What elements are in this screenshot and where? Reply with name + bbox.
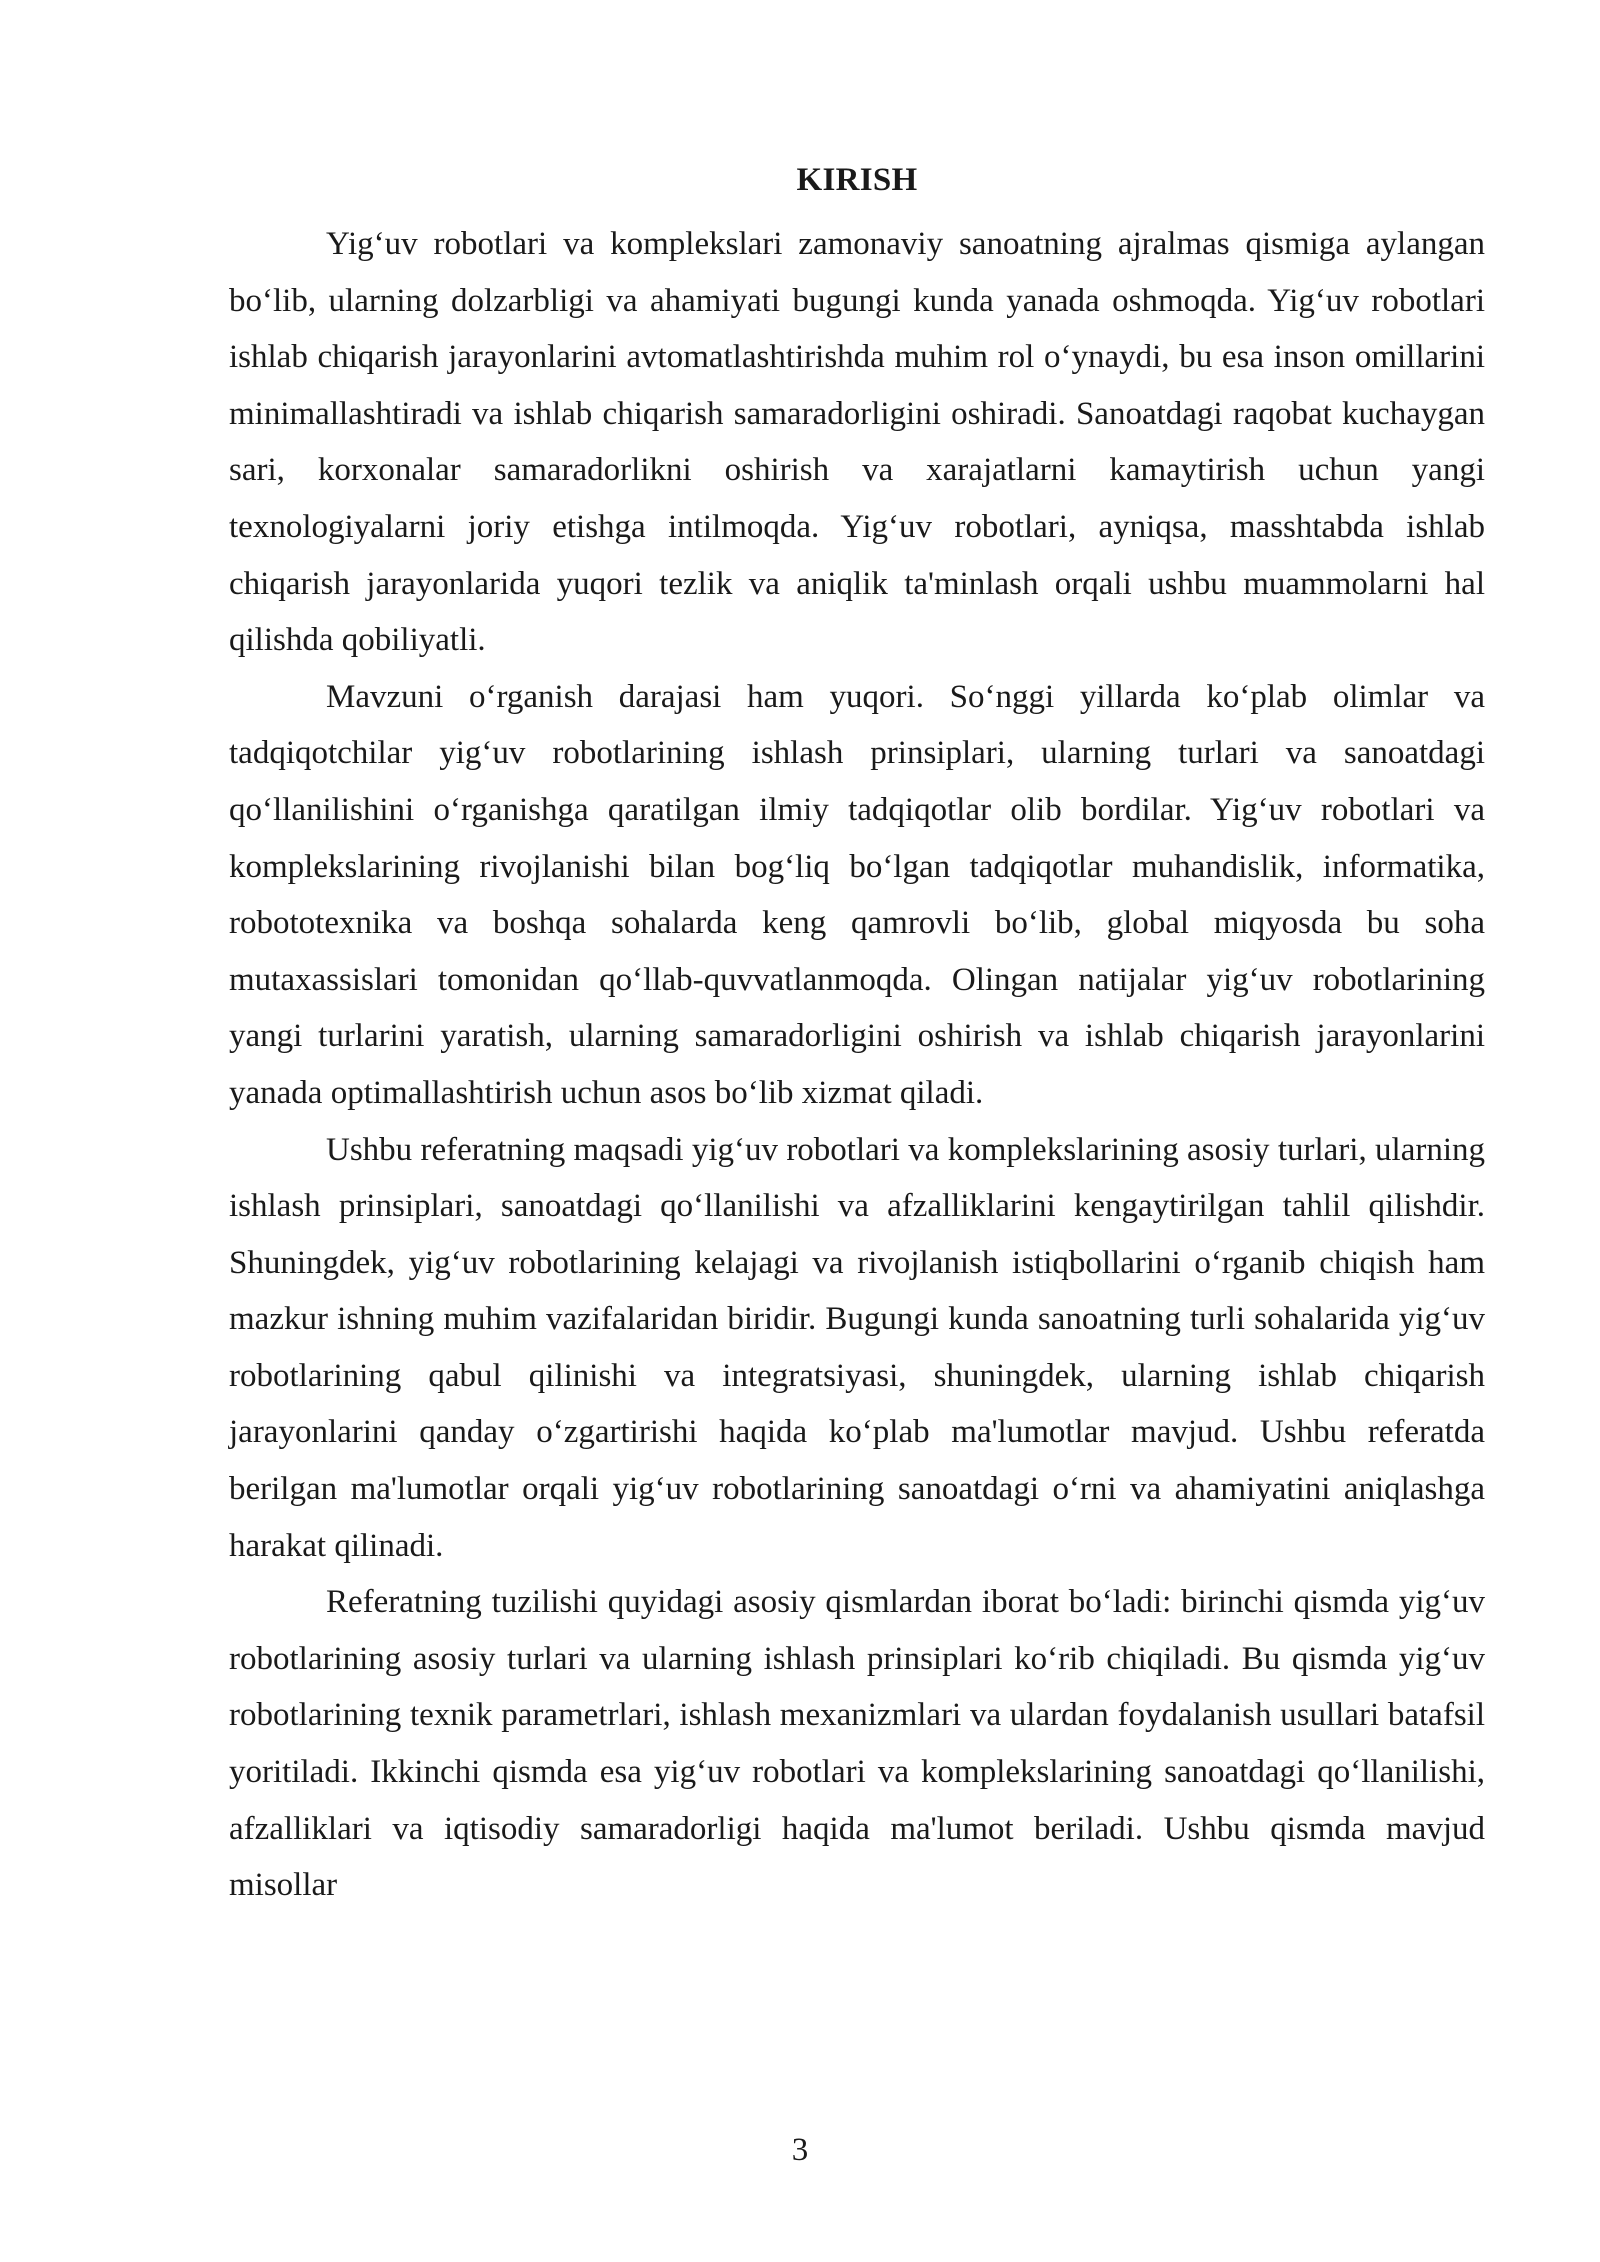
paragraph-2: Mavzuni o‘rganish darajasi ham yuqori. So‘nggi yillarda ko‘plab olimlar va tadqiqotchilar yig‘uv robotlarining ishlash prinsiplari, ularning turlari va sanoatdagi qo‘llanilishini o‘rganishga qaratilgan ilmiy tadqiqotlar olib bordilar. Yig‘uv robotlari va komplekslarining rivojlanishi bilan bog‘liq bo‘lgan tadqiqotlar muhandislik, informatika, robototexnika va boshqa sohalarda keng qamrovli bo‘lib, global miqyosda bu soha mutaxassislari tomonidan qo‘llab-quvvatlanmoqda. Olingan natijalar yig‘uv robotlarining yangi turlarini yaratish, ularning samaradorligini oshirish va ishlab chiqarish jarayonlarini yanada optimallashtirish uchun asos bo‘lib xizmat qiladi. — [229, 678, 1485, 1111]
section-title: KIRISH — [796, 162, 918, 198]
paragraph-4: Referatning tuzilishi quyidagi asosiy qismlardan iborat bo‘ladi: birinchi qismda yig‘uv robotlarining asosiy turlari va ularning ishlash prinsiplari ko‘rib chiqiladi. Bu qismda yig‘uv robotlarining texnik parametrlari, ishlash mexanizmlari va ulardan foydalanish usullari batafsil yoritiladi. Ikkinchi qismda esa yig‘uv robotlari va komplekslarining sanoatdagi qo‘llanilishi, afzalliklari va iqtisodiy samaradorligi haqida ma'lumot beriladi. Ushbu qismda mavjud misollar — [229, 1584, 1485, 1904]
paragraph-1: Yig‘uv robotlari va komplekslari zamonaviy sanoatning ajralmas qismiga aylangan bo‘lib, ularning dolzarbligi va ahamiyati bugungi kunda yanada oshmoqda. Yig‘uv robotlari ishlab chiqarish jarayonlarini avtomatlashtirishda muhim rol o‘ynaydi, bu esa inson omillarini minimallashtiradi va ishlab chiqarish samaradorligini oshiradi. Sanoatdagi raqobat kuchaygan sari, korxonalar samaradorlikni oshirish va xarajatlarni kamaytirish uchun yangi texnologiyalarni joriy etishga intilmoqda. Yig‘uv robotlari, ayniqsa, masshtabda ishlab chiqarish jarayonlarida yuqori tezlik va aniqlik ta'minlash orqali ushbu muammolarni hal qilishda qobiliyatli. — [229, 226, 1485, 659]
page-number: 3 — [791, 2132, 809, 2168]
page-content — [229, 160, 1485, 1914]
paragraph-3: Ushbu referatning maqsadi yig‘uv robotlari va komplekslarining asosiy turlari, ularning ishlash prinsiplari, sanoatdagi qo‘llanilishi va afzalliklarini kengaytirilgan tahlil qilishdir. Shuningdek, yig‘uv robotlarining kelajagi va rivojlanish istiqbollarini o‘rganib chiqish ham mazkur ishning muhim vazifalaridan biridir. Bugungi kunda sanoatning turli sohalarida yig‘uv robotlarining qabul qilinishi va integratsiyasi, shuningdek, ularning ishlab chiqarish jarayonlarini qanday o‘zgartirishi haqida ko‘plab ma'lumotlar mavjud. Ushbu referatda berilgan ma'lumotlar orqali yig‘uv robotlarining sanoatdagi o‘rni va ahamiyatini aniqlashga harakat qilinadi. — [229, 1131, 1485, 1564]
